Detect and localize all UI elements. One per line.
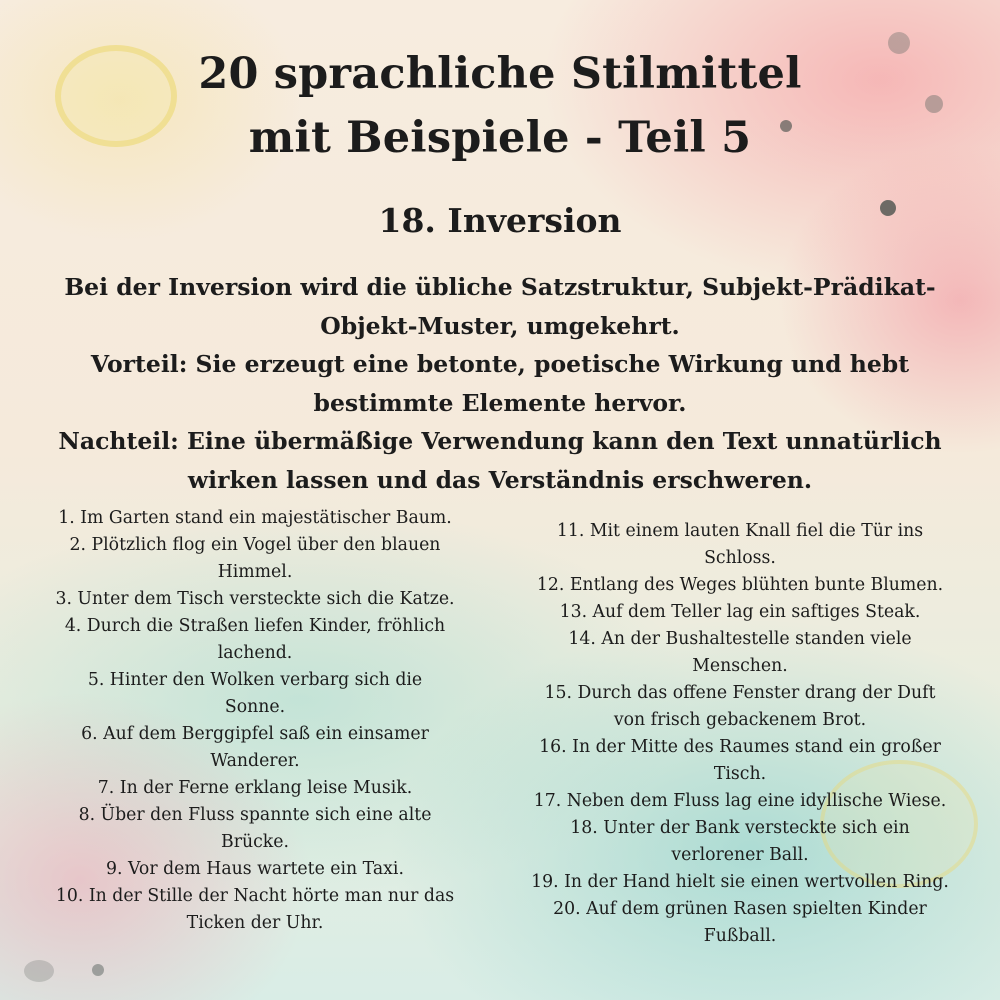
advantage-line: Vorteil: Sie erzeugt eine betonte, poetische Wirkung und hebt (90, 350, 910, 378)
example-line: Fußball. (703, 926, 777, 946)
example-line: 9. Vor dem Haus wartete ein Taxi. (106, 859, 404, 879)
section-heading: 18. Inversion (378, 201, 622, 240)
example-line: 10. In der Stille der Nacht hörte man nur das (55, 886, 455, 906)
example-line: Wanderer. (210, 751, 300, 771)
disadvantage-line: wirken lassen und das Verständnis erschweren. (187, 465, 813, 494)
example-line: 5. Hinter den Wolken verbarg sich die (87, 670, 423, 690)
example-line: 16. In der Mitte des Raumes stand ein großer (539, 737, 941, 757)
example-line: 2. Plötzlich flog ein Vogel über den blauen (69, 535, 441, 555)
example-line: verlorener Ball. (671, 845, 809, 865)
example-line: lachend. (217, 643, 293, 663)
example-line: 1. Im Garten stand ein majestätischer Baum. (58, 508, 452, 528)
example-line: 8. Über den Fluss spannte sich eine alte (78, 805, 432, 825)
example-line: 15. Durch das offene Fenster drang der Duft (544, 683, 936, 703)
example-line: 3. Unter dem Tisch versteckte sich die Katze. (55, 589, 455, 609)
title-line: 20 sprachliche Stilmittel (198, 49, 802, 99)
example-line: Himmel. (217, 562, 293, 582)
example-line: 13. Auf dem Teller lag ein saftiges Steak. (559, 602, 921, 622)
example-line: 17. Neben dem Fluss lag eine idyllische Wiese. (533, 791, 947, 811)
example-line: 19. In der Hand hielt sie einen wertvollen Ring. (531, 872, 949, 892)
example-line: Tisch. (713, 764, 767, 784)
ink-dot-decoration (92, 964, 104, 976)
title-line: mit Beispiele - Teil 5 (248, 113, 752, 163)
examples-list-right (490, 518, 990, 950)
example-line: von frisch gebackenem Brot. (613, 710, 867, 730)
page-title (0, 42, 1000, 170)
definition-line: Objekt-Muster, umgekehrt. (320, 311, 680, 340)
example-line: 6. Auf dem Berggipfel saß ein einsamer (81, 724, 429, 744)
example-line: 18. Unter der Bank versteckte sich ein (570, 818, 910, 838)
example-line: 20. Auf dem grünen Rasen spielten Kinder (553, 899, 927, 919)
example-line: Brücke. (221, 832, 289, 852)
example-line: 14. An der Bushaltestelle standen viele (568, 629, 912, 649)
example-line: Menschen. (692, 656, 788, 676)
example-line: 11. Mit einem lauten Knall fiel die Tür ins (556, 521, 924, 541)
definition-line: Bei der Inversion wird die übliche Satzstruktur, Subjekt-Prädikat- (64, 273, 936, 301)
example-line: 4. Durch die Straßen liefen Kinder, fröhlich (64, 616, 446, 636)
example-line: Ticken der Uhr. (186, 913, 324, 933)
ink-dot-decoration (24, 960, 54, 982)
definition-paragraph (20, 268, 980, 499)
example-line: Schloss. (704, 548, 776, 568)
disadvantage-line: Nachteil: Eine übermäßige Verwendung kann den Text unnatürlich (58, 427, 942, 455)
example-line: Sonne. (224, 697, 286, 717)
examples-list-left (10, 505, 500, 937)
example-line: 7. In der Ferne erklang leise Musik. (97, 778, 413, 798)
advantage-line: bestimmte Elemente hervor. (313, 388, 687, 417)
example-line: 12. Entlang des Weges blühten bunte Blumen. (536, 575, 944, 595)
